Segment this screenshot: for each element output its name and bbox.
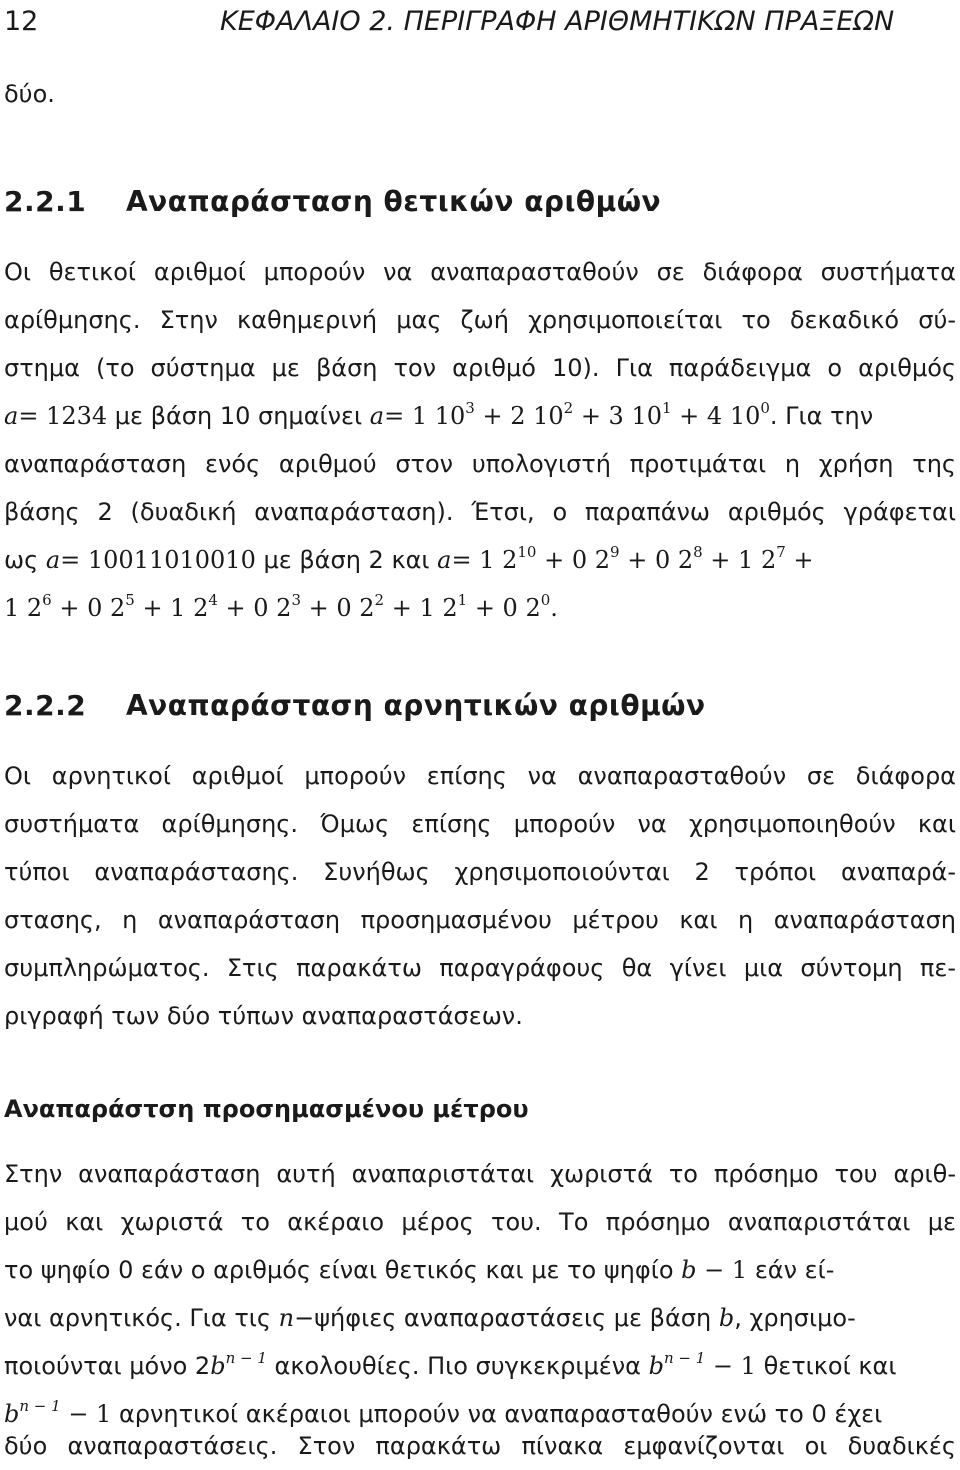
math-expr: + 0 2 [619,546,694,574]
math-var: b [4,1400,20,1428]
text-run: με βάση 10 σημαίνει [114,402,363,430]
paragraph-line: ριγραφή των δύο τύπων αναπαραστάσεων. [4,1002,523,1030]
math-exp: 6 [42,591,52,609]
paragraph-line: βάσης 2 (δυαδική αναπαράσταση). Έτσι, ο παραπάνω αριθμός γράφεται [4,498,956,526]
math-expr: + 0 2 [217,594,292,622]
paragraph-line [4,1248,956,1292]
section-number: 2.2.2 [4,689,87,722]
math-exp: n − 1 [19,1397,61,1415]
math-var: b [648,1352,664,1380]
text-run: εάν εί- [754,1256,835,1284]
text-run: ακολουθίες. Πιο συγκεκριμένα [274,1352,641,1380]
paragraph-line: μού και χωριστά το ακέραιο μέρος του. Το πρόσημο αναπαριστάται με [4,1208,956,1236]
text-run: −ψήφιες αναπαραστάσεις με βάση [294,1304,712,1332]
paragraph-line: αρίθμησης. Στην καθημερινή μας ζωή χρησιμοποιείται το δεκαδικό σύ- [4,306,956,334]
math-var: a [45,546,61,574]
math-exp: 10 [517,543,537,561]
math-exp: 8 [693,543,703,561]
paragraph-line [4,1296,956,1340]
math-expr: − 1 [705,1352,756,1380]
math-expr: + 0 2 [301,594,375,622]
paragraph-line: Οι θετικοί αριθμοί μπορούν να αναπαρασταθούν σε διάφορα συστήματα [4,258,956,286]
math-expr: + 0 2 [467,594,541,622]
text-run: ναι αρνητικός. Για τις [4,1304,271,1332]
math-expr: 1 2 [4,594,43,622]
section-title: Αναπαράσταση αρνητικών αριθμών [126,689,706,722]
math-expr: + 0 2 [51,594,126,622]
math-exp: 5 [125,591,135,609]
math-exp: 1 [662,399,672,417]
math-expr: . [550,594,558,622]
paragraph-line: στημα (το σύστημα με βάση τον αριθμό 10). Για παράδειγμα ο αριθμός [4,354,956,382]
math-var: a [369,402,385,430]
math-expr: + [785,546,814,574]
math-expr: − 1 [696,1256,748,1284]
paragraph-line: τύποι αναπαράστασης. Συνήθως χρησιμοποιούνται 2 τρόποι αναπαρά- [4,858,956,886]
section-number: 2.2.1 [4,185,87,218]
math-exp: n − 1 [225,1349,267,1367]
math-exp: 1 [457,591,468,609]
paragraph-heading: Αναπαράστση προσημασμένου μέτρου [4,1095,529,1123]
intro-fragment: δύο. [4,80,55,108]
page-number: 12 [4,6,39,37]
math-exp: 9 [610,543,620,561]
math-exp: 3 [465,399,475,417]
math-expr: + 3 10 [573,402,662,430]
text-run: αρνητικοί ακέραιοι μπορούν να αναπαρασταθούν ενώ το 0 έχει [118,1400,883,1428]
math-var: n [278,1304,295,1332]
text-run: θετικοί και [763,1352,897,1380]
paragraph-line: Στην αναπαράσταση αυτή αναπαριστάται χωριστά το πρόσημο του αριθ- [4,1160,956,1188]
math-expr: + 1 2 [384,594,458,622]
math-exp: 0 [760,399,770,417]
math-exp: 0 [540,591,551,609]
paragraph-line [4,1344,956,1388]
formula-line-decimal [4,394,956,438]
math-var: b [210,1352,226,1380]
math-expr: − 1 [60,1400,112,1428]
paragraph-line: Οι αρνητικοί αριθμοί μπορούν επίσης να αναπαρασταθούν σε διάφορα [4,762,956,790]
text-run: . Για την [769,402,874,430]
paragraph-line: συστήματα αρίθμησης. Όμως επίσης μπορούν να χρησιμοποιηθούν και [4,810,956,838]
section-title: Αναπαράσταση θετικών αριθμών [126,185,662,218]
section-heading-positive [4,177,661,227]
math-exp: 7 [776,543,786,561]
math-expr: + 0 2 [536,546,611,574]
chapter-title: ΚΕΦΑΛΑΙΟ 2. ΠΕΡΙΓΡΑΦΗ ΑΡΙΘΜΗΤΙΚΩΝ ΠΡΑΞΕΩΝ [220,6,895,37]
formula-line-binary [4,538,956,582]
text-run: με βάση 2 και [263,546,430,574]
text-run: το ψηφίο 0 εάν ο αριθμός είναι θετικός και με το ψηφίο [4,1256,674,1284]
math-expr: = 1234 [18,402,108,430]
running-header [0,2,960,42]
formula-line-binary-cont [4,586,956,630]
text-run: ποιούνται μόνο 2 [4,1352,211,1380]
paragraph-line: αναπαράσταση ενός αριθμού στον υπολογιστή προτιμάται η χρήση της [4,450,956,478]
math-expr: = 10011010010 [60,546,256,574]
paragraph-line: συμπληρώματος. Στις παρακάτω παραγράφους θα γίνει μια σύντομη πε- [4,954,956,982]
math-var: a [437,546,452,574]
math-var: b [718,1304,735,1332]
math-expr: = 1 10 [384,402,466,430]
paragraph-line: στασης, η αναπαράσταση προσημασμένου μέτρου και η αναπαράσταση [4,906,956,934]
section-heading-negative [4,681,706,731]
math-expr: + 4 10 [671,402,761,430]
math-expr: + 1 2 [134,594,209,622]
math-exp: 2 [374,591,385,609]
text-run: ως [4,546,39,574]
math-exp: 2 [563,399,574,417]
math-exp: 4 [208,591,218,609]
math-expr: + 2 10 [474,402,564,430]
math-exp: 3 [291,591,301,609]
paragraph-line: δύο αναπαραστάσεις. Στον παρακάτω πίνακα εμφανίζονται οι δυαδικές [4,1432,956,1460]
math-exp: n − 1 [663,1349,706,1367]
math-expr: = 1 2 [451,546,518,574]
math-var: a [4,402,19,430]
math-var: b [681,1256,697,1284]
text-run: , χρησιμο- [734,1304,856,1332]
math-expr: + 1 2 [702,546,777,574]
